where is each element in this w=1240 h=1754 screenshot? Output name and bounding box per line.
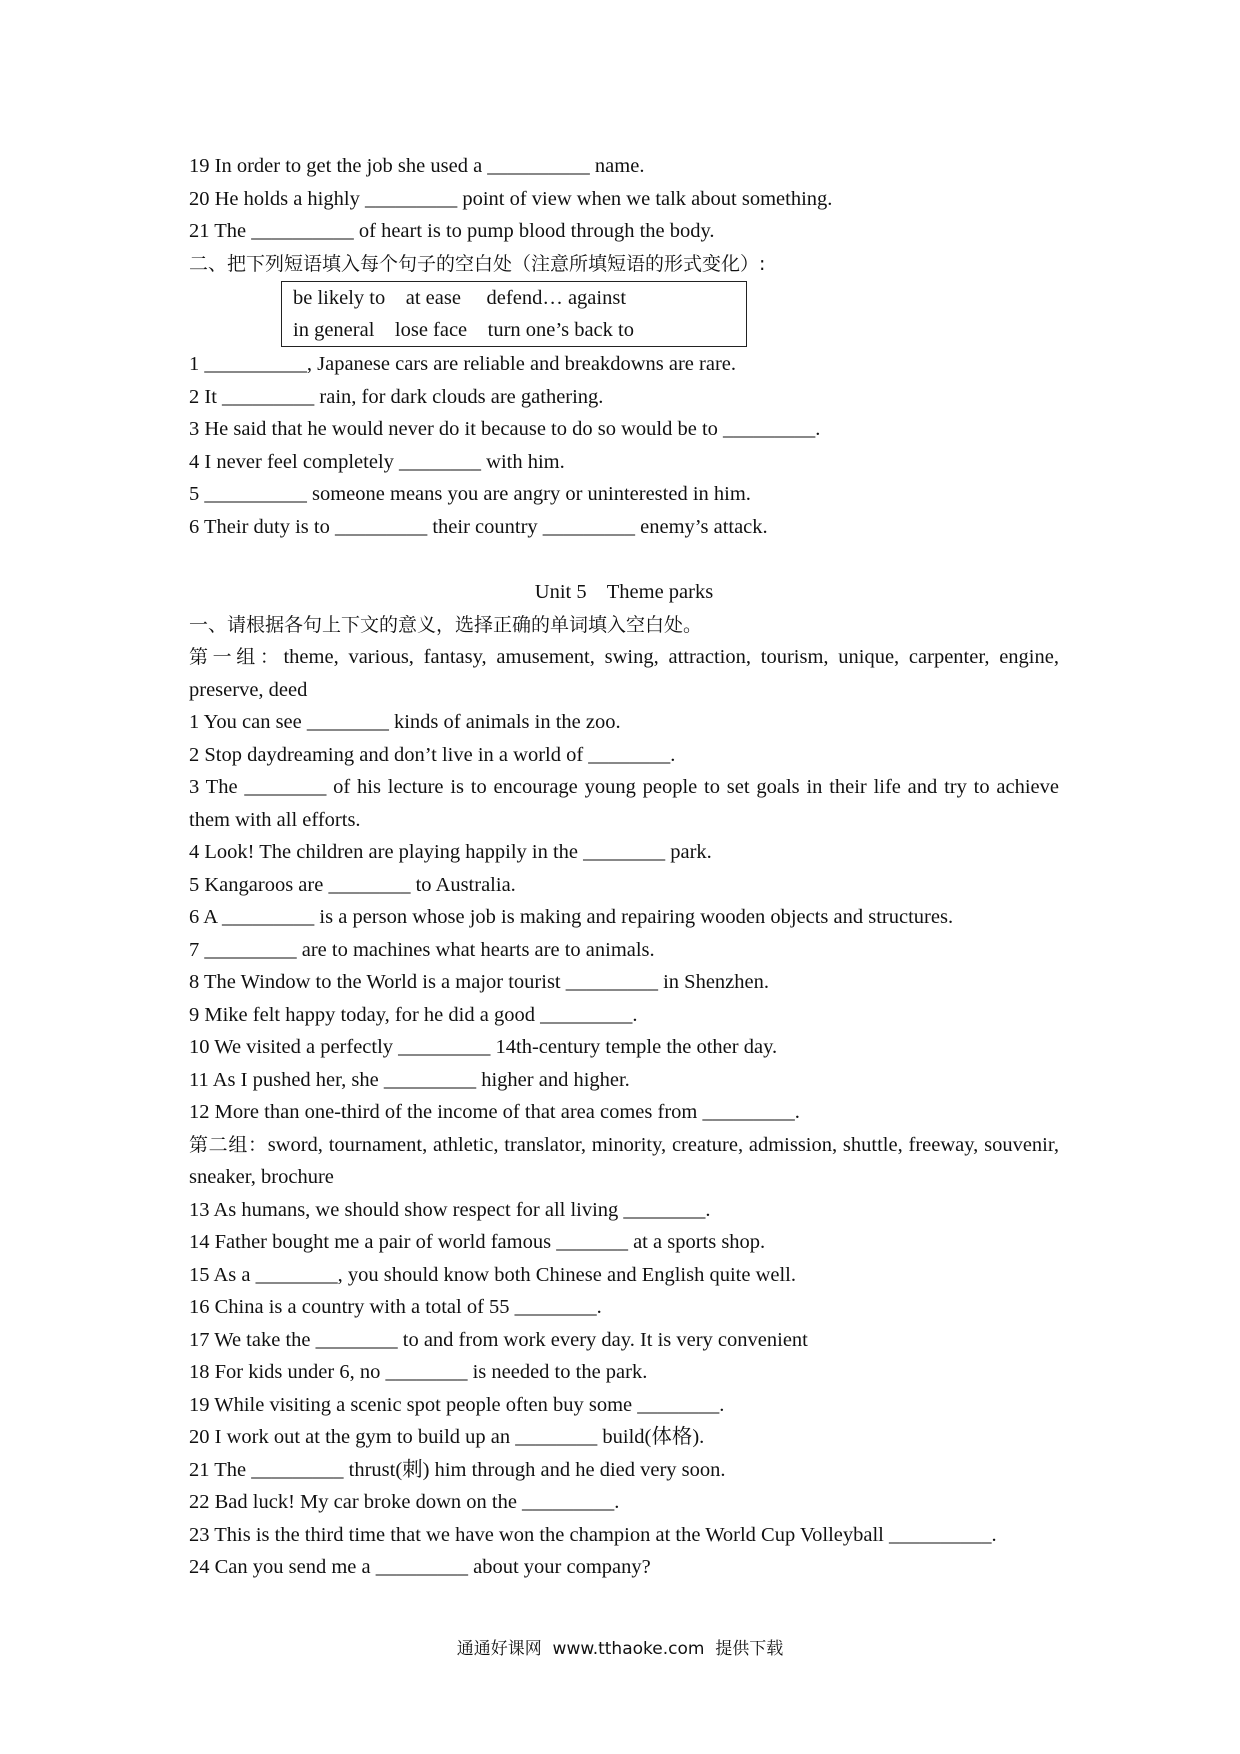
question-line: 20 I work out at the gym to build up an ________ build(体格). <box>189 1426 705 1448</box>
question-line: 5 __________ someone means you are angry or uninterested in him. <box>189 483 751 505</box>
question-line: 2 It _________ rain, for dark clouds are gathering. <box>189 385 604 408</box>
question-line: 17 We take the ________ to and from work every day. It is very convenient <box>189 1328 808 1351</box>
question-line: 3 The ________ of his lecture is to encourage young people to set goals in their life and try to achieve them with all efforts. <box>189 776 1059 831</box>
question-line: 19 While visiting a scenic spot people often buy some ________. <box>189 1393 725 1416</box>
group2-label: 第二组： <box>189 1133 268 1156</box>
question-line: 14 Father bought me a pair of world famous _______ at a sports shop. <box>189 1231 766 1253</box>
phrase-box-row: be likely to at ease defend… against <box>293 287 627 309</box>
question-line: 20 He holds a highly _________ point of view when we talk about something. <box>189 187 833 210</box>
question-line: 15 As a ________, you should know both Chinese and English quite well. <box>189 1263 796 1286</box>
part2-heading: 二、把下列短语填入每个句子的空白处（注意所填短语的形式变化）: <box>189 252 766 275</box>
part2-section <box>189 248 1059 544</box>
question-line: 21 The _________ thrust(刺) him through and he died very soon. <box>189 1458 726 1481</box>
unit5-section <box>189 609 1059 1584</box>
question-line: 2 Stop daydreaming and don’t live in a world of ________. <box>189 743 676 766</box>
phrase-box <box>281 281 747 347</box>
question-line: 1 __________, Japanese cars are reliable and breakdowns are rare. <box>189 353 736 375</box>
question-line: 19 In order to get the job she used a __________ name. <box>189 155 645 177</box>
group2-wordlist <box>189 1129 1059 1194</box>
worksheet-page <box>189 150 1059 1584</box>
question-line: 11 As I pushed her, she _________ higher and higher. <box>189 1068 630 1091</box>
question-line: 7 _________ are to machines what hearts are to animals. <box>189 938 655 961</box>
question-line: 3 He said that he would never do it because to do so would be to _________. <box>189 418 821 440</box>
question-line: 5 Kangaroos are ________ to Australia. <box>189 873 516 896</box>
question-line: 1 You can see ________ kinds of animals in the zoo. <box>189 711 621 733</box>
question-line: 13 As humans, we should show respect for all living ________. <box>189 1198 711 1221</box>
question-line: 4 I never feel completely ________ with him. <box>189 450 565 473</box>
group2-words: sword, tournament, athletic, translator, minority, creature, admission, shuttle, freeway, souvenir, sneaker, brochure <box>189 1133 1059 1188</box>
group1-wordlist <box>189 641 1059 706</box>
question-line: 16 China is a country with a total of 55 ________. <box>189 1296 602 1318</box>
question-line: 6 Their duty is to _________ their country _________ enemy’s attack. <box>189 515 768 538</box>
group1-label: 第一组： <box>189 646 284 668</box>
unit5-instruction: 一、请根据各句上下文的意义，选择正确的单词填入空白处。 <box>189 613 703 636</box>
question-line: 22 Bad luck! My car broke down on the _________. <box>189 1491 620 1513</box>
question-line: 18 For kids under 6, no ________ is needed to the park. <box>189 1361 648 1383</box>
question-line: 23 This is the third time that we have won the champion at the World Cup Volleyball __________. <box>189 1523 997 1546</box>
question-line: 21 The __________ of heart is to pump blood through the body. <box>189 220 715 242</box>
question-line: 4 Look! The children are playing happily in the ________ park. <box>189 841 712 863</box>
question-line: 24 Can you send me a _________ about your company? <box>189 1556 651 1578</box>
unit-title: Unit 5 Theme parks <box>534 581 714 603</box>
question-line: 12 More than one-third of the income of that area comes from _________. <box>189 1101 800 1123</box>
section-a <box>189 150 1059 248</box>
question-line: 10 We visited a perfectly _________ 14th-century temple the other day. <box>189 1036 778 1058</box>
group1-words: theme, various, fantasy, amusement, swing, attraction, tourism, unique, carpenter, engine, preserve, deed <box>189 646 1059 701</box>
page-footer: 通通好课网 www.tthaoke.com 提供下载 <box>456 1639 784 1659</box>
question-line: 9 Mike felt happy today, for he did a good _________. <box>189 1003 638 1026</box>
phrase-box-row: in general lose face turn one’s back to <box>293 319 634 341</box>
question-line: 8 The Window to the World is a major tourist _________ in Shenzhen. <box>189 971 770 993</box>
question-line: 6 A _________ is a person whose job is making and repairing wooden objects and structures. <box>189 906 954 928</box>
